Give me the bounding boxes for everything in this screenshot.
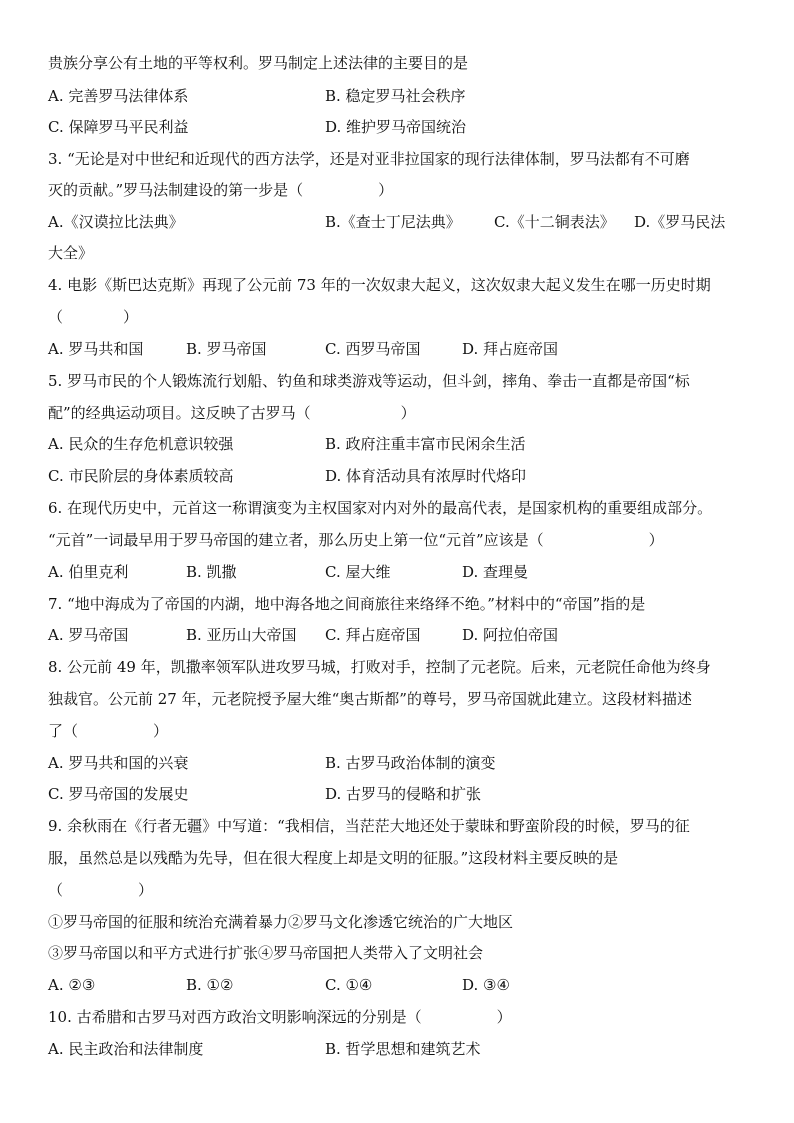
q7-option-b: B. 亚历山大帝国 xyxy=(186,626,297,644)
question-5-stem: 5. 罗马市民的个人锻炼流行划船、钓鱼和球类游戏等运动，但斗剑，摔角、拳击一直都是帝国“标 xyxy=(48,372,690,390)
question-9-statements-1: ①罗马帝国的征服和统治充满着暴力②罗马文化渗透它统治的广大地区 xyxy=(48,913,514,931)
q6-option-b: B. 凯撒 xyxy=(186,563,237,581)
q6-option-a: A. 伯里克利 xyxy=(48,563,129,581)
question-3-stem: 3. “无论是对中世纪和近现代的西方法学，还是对亚非拉国家的现行法律体制，罗马法都有不可磨 xyxy=(48,150,690,168)
q9-option-c: C. ①④ xyxy=(325,976,373,994)
q9-option-a: A. ②③ xyxy=(48,976,96,994)
question-9-statements-2: ③罗马帝国以和平方式进行扩张④罗马帝国把人类带入了文明社会 xyxy=(48,944,484,962)
q2-option-a: A. 完善罗马法律体系 xyxy=(48,87,189,105)
q2-option-b: B. 稳定罗马社会秩序 xyxy=(325,87,466,105)
question-10-stem: 10. 古希腊和古罗马对西方政治文明影响深远的分别是（ ） xyxy=(48,1008,512,1026)
q2-option-d: D. 维护罗马帝国统治 xyxy=(325,118,467,136)
question-4-stem: 4. 电影《斯巴达克斯》再现了公元前 73 年的一次奴隶大起义，这次奴隶大起义发生在哪一历史时期 xyxy=(48,276,711,294)
q5-option-a: A. 民众的生存危机意识较强 xyxy=(48,435,234,453)
q2-option-c: C. 保障罗马平民利益 xyxy=(48,118,189,136)
q4-option-d: D. 拜占庭帝国 xyxy=(462,340,559,358)
q9-option-d: D. ③④ xyxy=(462,976,510,994)
q8-option-b: B. 古罗马政治体制的演变 xyxy=(325,754,496,772)
question-4-blank: （ ） xyxy=(48,308,139,326)
question-2-stem-end: 贵族分享公有土地的平等权利。罗马制定上述法律的主要目的是 xyxy=(48,54,469,72)
q3-option-d-cont: 大全》 xyxy=(48,244,94,262)
q8-option-a: A. 罗马共和国的兴衰 xyxy=(48,754,189,772)
q4-option-a: A. 罗马共和国 xyxy=(48,340,144,358)
q5-option-c: C. 市民阶层的身体素质较高 xyxy=(48,467,234,485)
q4-option-b: B. 罗马帝国 xyxy=(186,340,267,358)
q7-option-a: A. 罗马帝国 xyxy=(48,626,129,644)
question-9-stem-cont: 服，虽然总是以残酷为先导，但在很大程度上却是文明的征服。”这段材料主要反映的是 xyxy=(48,849,619,867)
q3-option-a: A.《汉谟拉比法典》 xyxy=(48,213,184,231)
question-6-stem: 6. 在现代历史中，元首这一称谓演变为主权国家对内对外的最高代表，是国家机构的重要组成部分。 xyxy=(48,499,713,517)
q5-option-d: D. 体育活动具有浓厚时代烙印 xyxy=(325,467,527,485)
question-8-blank: 了（ ） xyxy=(48,722,169,740)
question-7-stem: 7. “地中海成为了帝国的内湖，地中海各地之间商旅往来络绎不绝。”材料中的“帝国”指的是 xyxy=(48,595,646,613)
q3-option-b: B.《查士丁尼法典》 xyxy=(325,213,461,231)
q7-option-c: C. 拜占庭帝国 xyxy=(325,626,421,644)
q3-option-d: D.《罗马民法 xyxy=(634,213,726,231)
question-5-stem-cont: 配”的经典运动项目。这反映了古罗马（ ） xyxy=(48,404,416,422)
q8-option-c: C. 罗马帝国的发展史 xyxy=(48,785,189,803)
question-9-blank: （ ） xyxy=(48,881,154,899)
q8-option-d: D. 古罗马的侵略和扩张 xyxy=(325,785,482,803)
q7-option-d: D. 阿拉伯帝国 xyxy=(462,626,559,644)
q6-option-d: D. 查理曼 xyxy=(462,563,529,581)
question-9-stem: 9. 余秋雨在《行者无疆》中写道：“我相信，当茫茫大地还处于蒙昧和野蛮阶段的时候，罗马的征 xyxy=(48,817,690,835)
q10-option-a: A. 民主政治和法律制度 xyxy=(48,1040,204,1058)
q10-option-b: B. 哲学思想和建筑艺术 xyxy=(325,1040,481,1058)
question-8-stem: 8. 公元前 49 年，凯撒率领军队进攻罗马城，打败对手，控制了元老院。后来，元老院任命他为终身 xyxy=(48,658,711,676)
q6-option-c: C. 屋大维 xyxy=(325,563,391,581)
question-3-stem-cont: 灭的贡献。”罗马法制建设的第一步是（ ） xyxy=(48,181,394,199)
q9-option-b: B. ①② xyxy=(186,976,234,994)
q5-option-b: B. 政府注重丰富市民闲余生活 xyxy=(325,435,526,453)
q3-option-c: C.《十二铜表法》 xyxy=(494,213,615,231)
question-6-stem-cont: “元首”一词最早用于罗马帝国的建立者，那么历史上第一位“元首”应该是（ ） xyxy=(48,531,664,549)
q4-option-c: C. 西罗马帝国 xyxy=(325,340,421,358)
question-8-stem-cont: 独裁官。公元前 27 年，元老院授予屋大维“奥古斯都”的尊号，罗马帝国就此建立。这段材料描述 xyxy=(48,690,692,708)
